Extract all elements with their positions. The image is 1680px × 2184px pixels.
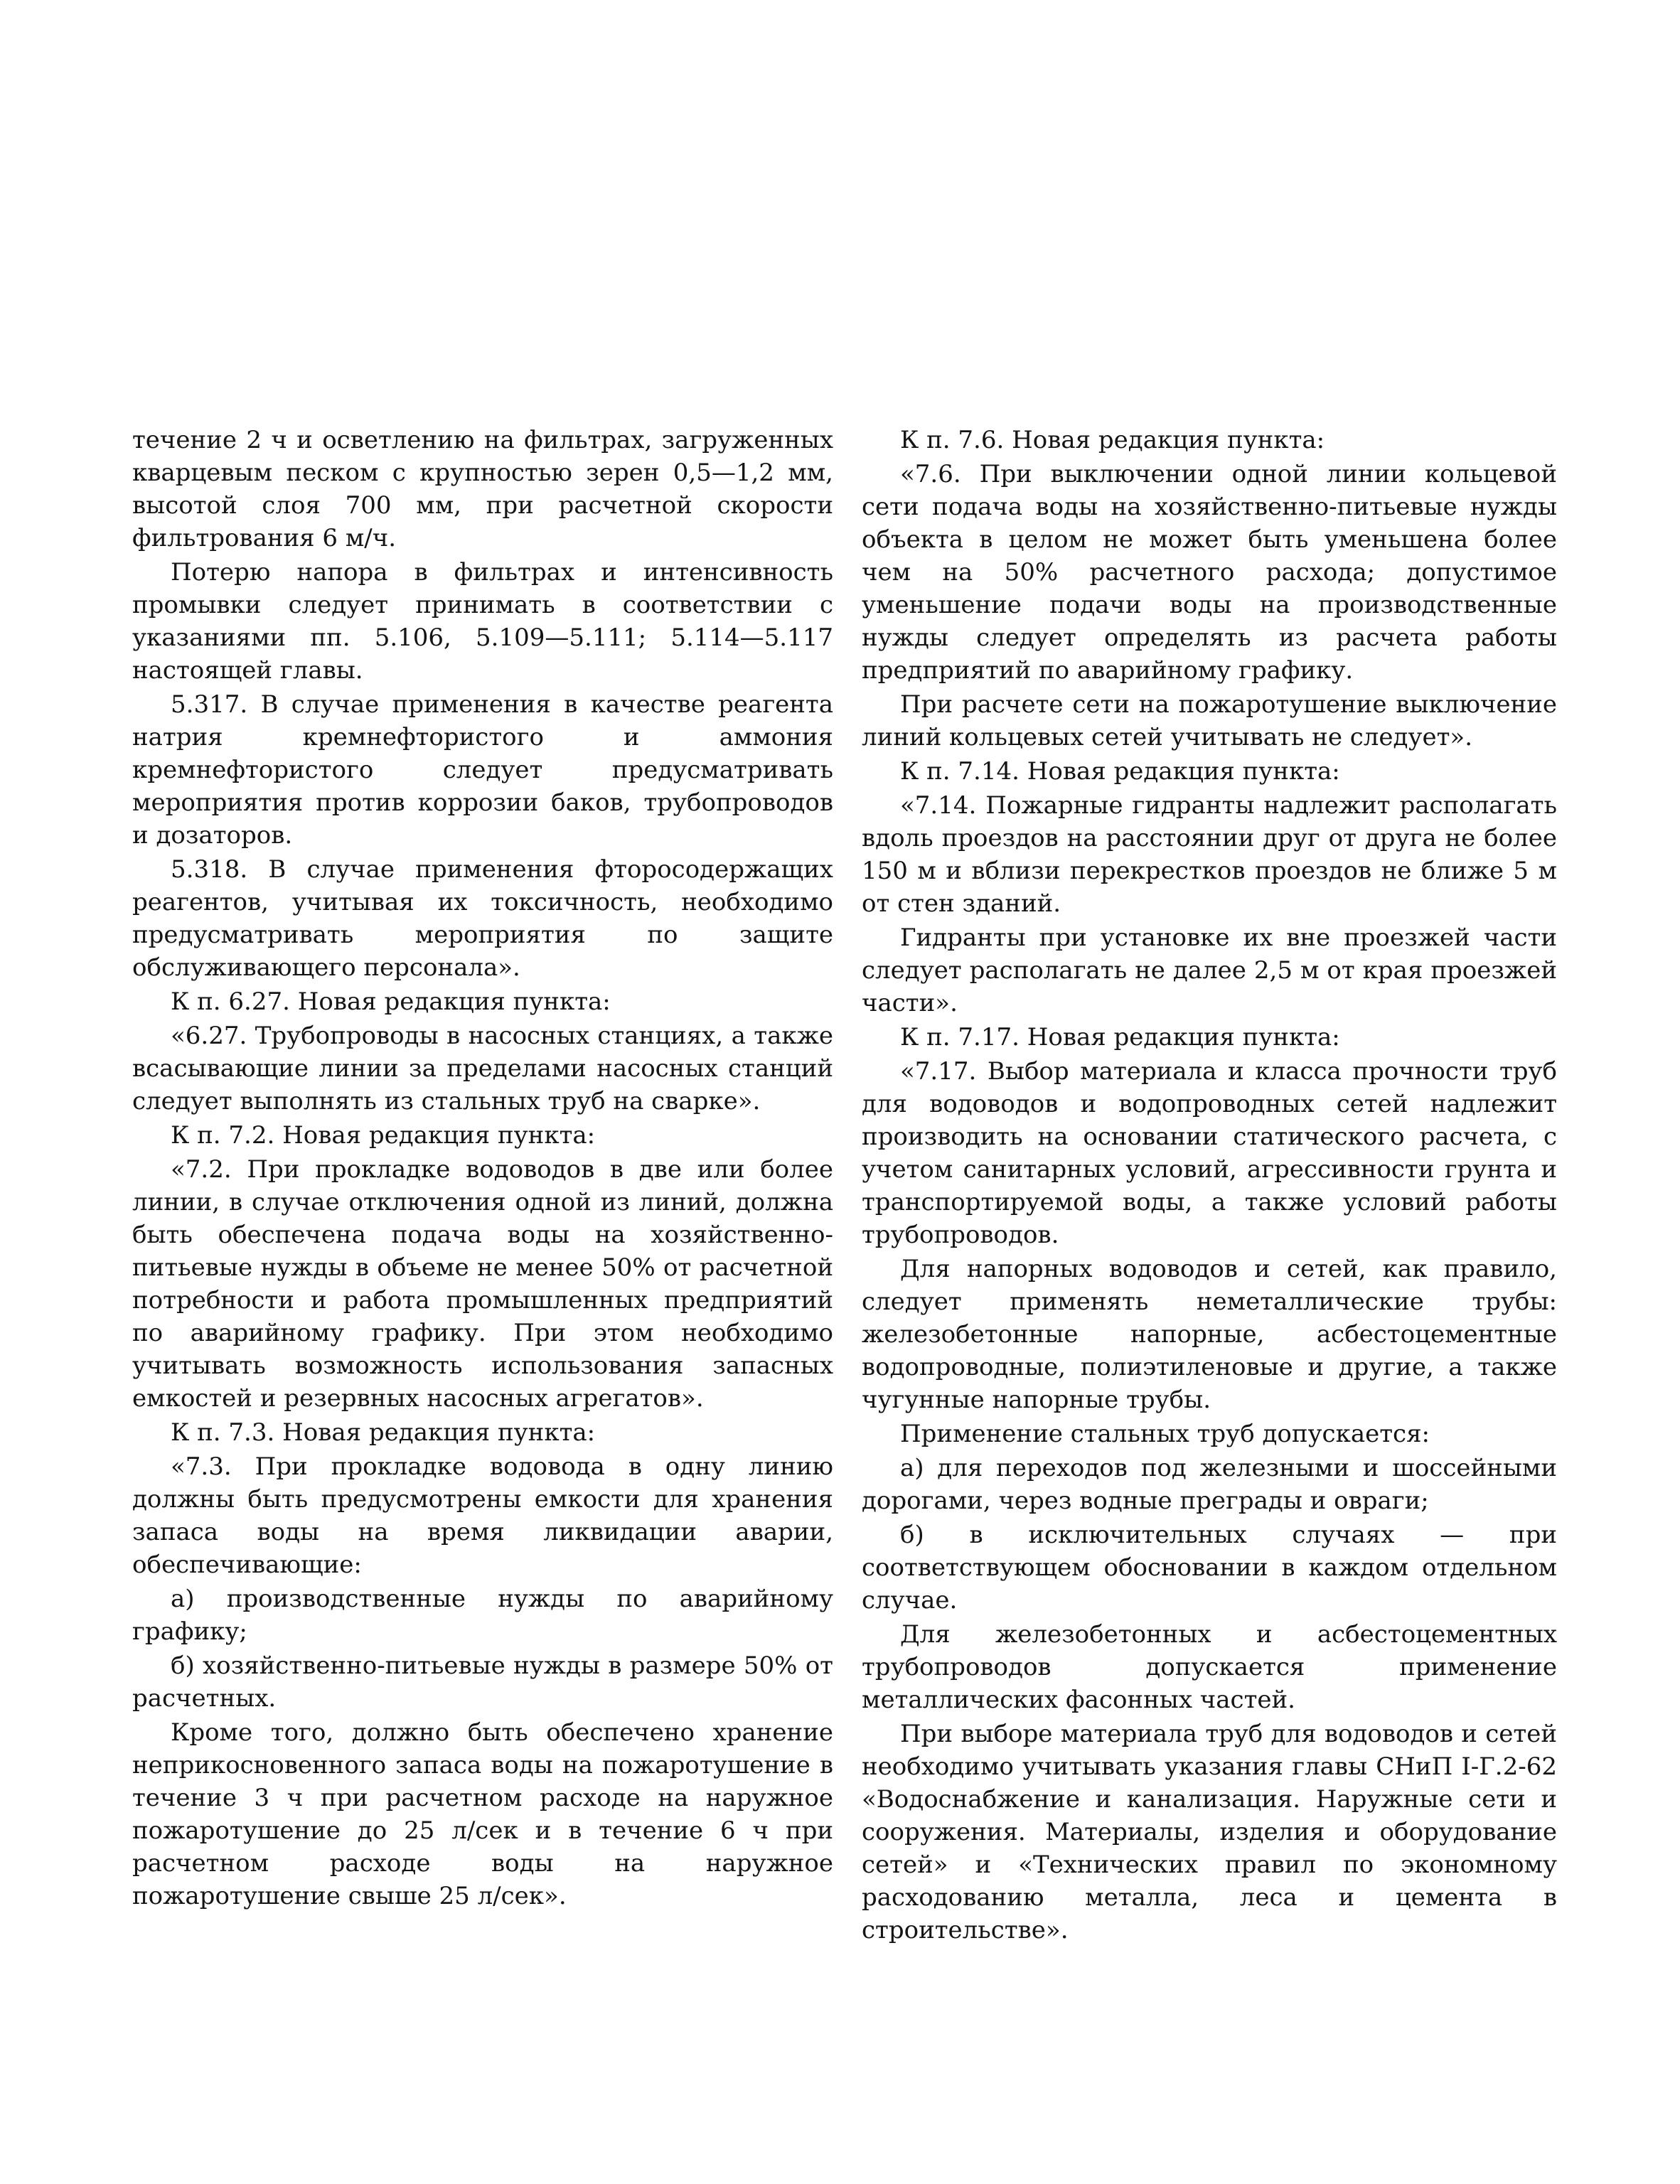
paragraph: «7.2. При прокладке водоводов в две или более линии, в случае отключения одной из линий, должна быть обеспечена подача воды на хозяйственно-питьевые нужды в объеме не менее 50% от расчетной потребности и работа промышленных предприятий по аварийному графику. При этом необходимо учитывать возможность использования запасных емкостей и резервных насосных агрегатов». bbox=[132, 1155, 833, 1413]
paragraph: К п. 7.3. Новая редакция пункта: bbox=[171, 1418, 596, 1447]
paragraph: б) в исключительных случаях — при соответствующем обосновании в каждом отдельном случае. bbox=[862, 1521, 1557, 1615]
paragraph: Применение стальных труб допускается: bbox=[900, 1420, 1430, 1448]
paragraph: К п. 7.14. Новая редакция пункта: bbox=[900, 757, 1340, 786]
paragraph: «7.3. При прокладке водовода в одну линию должны быть предусмотрены емкости для хранения запаса воды на время ликвидации аварии, обеспечивающие: bbox=[132, 1452, 833, 1579]
right-text-column bbox=[862, 424, 1557, 1948]
paragraph: «7.6. При выключении одной линии кольцевой сети подача воды на хозяйственно-питьевые нужды объекта в целом не может быть уменьшена более чем на 50% расчетного расхода; допустимое уменьшение подачи воды на производственные нужды следует определять из расчета работы предприятий по аварийному графику. bbox=[862, 460, 1557, 685]
paragraph: Потерю напора в фильтрах и интенсивность промывки следует принимать в соответствии с указаниями пп. 5.106, 5.109—5.111; 5.114—5.117 настоящей главы. bbox=[132, 558, 833, 685]
left-text-column bbox=[132, 424, 833, 1914]
paragraph: Кроме того, должно быть обеспечено хранение неприкосновенного запаса воды на пожаротушение в течение 3 ч при расчетном расходе на наружное пожаротушение до 25 л/сек и в течение 6 ч при расчетном расходе воды на наружное пожаротушение свыше 25 л/сек». bbox=[132, 1718, 833, 1910]
paragraph: При выборе материала труб для водоводов и сетей необходимо учитывать указания главы СНиП I-Г.2-62 «Водоснабжение и канализация. Наружные сети и сооружения. Материалы, изделия и оборудование сетей» и «Технических правил по экономному расходованию металла, леса и цемента в строительстве». bbox=[862, 1720, 1557, 1944]
paragraph: 5.317. В случае применения в качестве реагента натрия кремнефтористого и аммония кремнефтористого следует предусматривать мероприятия против коррозии баков, трубопроводов и дозаторов. bbox=[132, 690, 833, 850]
paragraph: Для железобетонных и асбестоцементных трубопроводов допускается применение металлических фасонных частей. bbox=[862, 1620, 1557, 1714]
paragraph: К п. 6.27. Новая редакция пункта: bbox=[171, 987, 611, 1016]
paragraph: Для напорных водоводов и сетей, как правило, следует применять неметаллические трубы: железобетонные напорные, асбестоцементные водопроводные, полиэтиленовые и другие, а также чугунные напорные трубы. bbox=[862, 1255, 1557, 1414]
paragraph: б) хозяйственно-питьевые нужды в размере 50% от расчетных. bbox=[132, 1652, 833, 1713]
paragraph: 5.318. В случае применения фторосодержащих реагентов, учитывая их токсичность, необходимо предусматривать мероприятия по защите обслуживающего персонала». bbox=[132, 855, 833, 982]
paragraph: Гидранты при установке их вне проезжей части следует располагать не далее 2,5 м от края проезжей части». bbox=[862, 924, 1557, 1017]
paragraph: «6.27. Трубопроводы в насосных станциях, а также всасывающие линии за пределами насосных станций следует выполнять из стальных труб на сварке». bbox=[132, 1022, 833, 1115]
paragraph: К п. 7.6. Новая редакция пункта: bbox=[900, 426, 1325, 454]
paragraph: «7.17. Выбор материала и класса прочности труб для водоводов и водопроводных сетей надлежит производить на основании статического расчета, с учетом санитарных условий, агрессивности грунта и транспортируемой воды, а также условий работы трубопроводов. bbox=[862, 1057, 1557, 1249]
paragraph: К п. 7.2. Новая редакция пункта: bbox=[171, 1121, 596, 1150]
paragraph: К п. 7.17. Новая редакция пункта: bbox=[900, 1023, 1340, 1051]
paragraph: «7.14. Пожарные гидранты надлежит располагать вдоль проездов на расстоянии друг от друга не более 150 м и вблизи перекрестков проездов не ближе 5 м от стен зданий. bbox=[862, 791, 1557, 918]
paragraph: а) для переходов под железными и шоссейными дорогами, через водные преграды и овраги; bbox=[862, 1454, 1557, 1515]
paragraph: а) производственные нужды по аварийному графику; bbox=[132, 1585, 833, 1646]
paragraph: течение 2 ч и осветлению на фильтрах, загруженных кварцевым песком с крупностью зерен 0,5—1,2 мм, высотой слоя 700 мм, при расчетной скорости фильтрования 6 м/ч. bbox=[132, 426, 833, 552]
paragraph: При расчете сети на пожаротушение выключение линий кольцевых сетей учитывать не следует». bbox=[862, 690, 1557, 751]
